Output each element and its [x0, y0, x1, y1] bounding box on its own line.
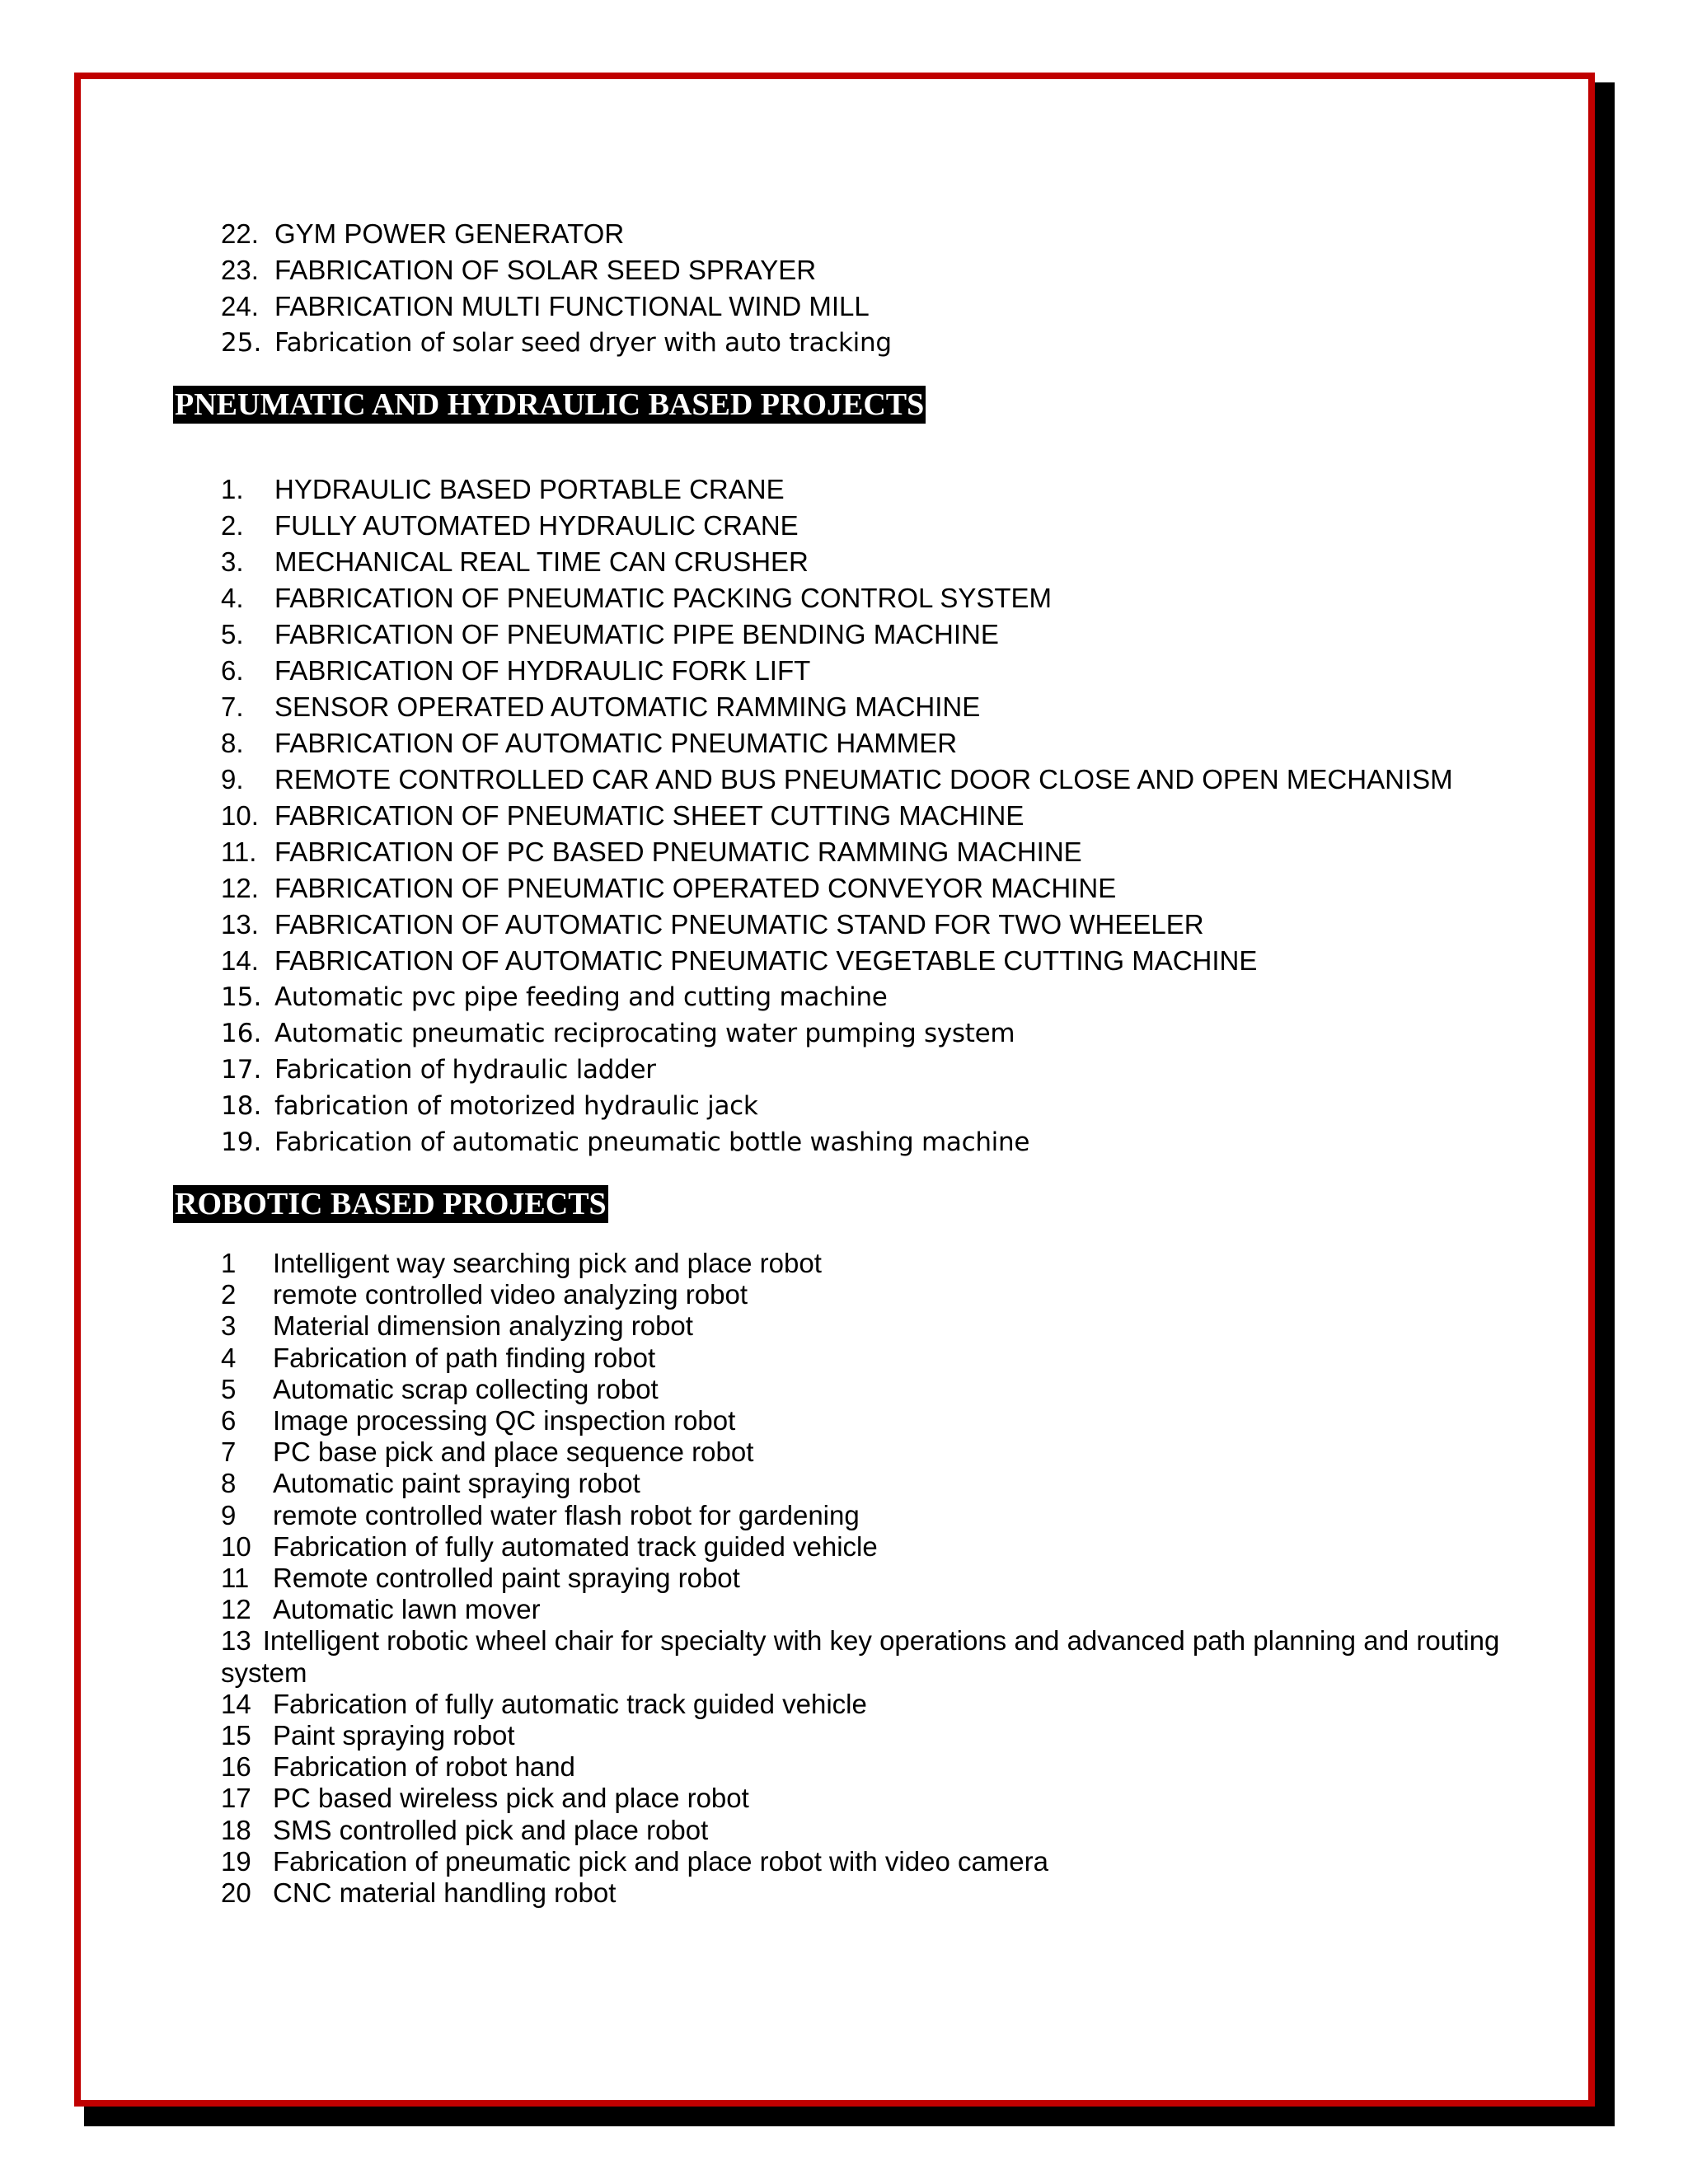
- item-text: FABRICATION OF HYDRAULIC FORK LIFT: [274, 655, 811, 686]
- item-number: 6: [221, 1405, 237, 1436]
- item-text: Intelligent way searching pick and place robot: [273, 1248, 822, 1278]
- item-text: MECHANICAL REAL TIME CAN CRUSHER: [274, 546, 809, 577]
- item-number: 4: [221, 1342, 237, 1373]
- item-number: 17.: [221, 1055, 262, 1085]
- item-text: Paint spraying robot: [273, 1720, 515, 1751]
- list-item: [173, 979, 1525, 1015]
- list-item: [173, 1563, 1525, 1594]
- item-text: remote controlled video analyzing robot: [273, 1279, 748, 1310]
- item-number: 3.: [221, 546, 244, 577]
- list-item: [173, 1594, 1525, 1625]
- list-item: [173, 216, 1525, 252]
- section-heading-robotic: ROBOTIC BASED PROJECTS: [175, 1187, 607, 1221]
- list-item: [173, 1468, 1525, 1499]
- item-text: SMS controlled pick and place robot: [273, 1814, 709, 1845]
- item-number: 24.: [221, 291, 259, 321]
- list-item: [173, 471, 1525, 508]
- item-number: 8: [221, 1468, 237, 1499]
- item-number: 9.: [221, 764, 244, 794]
- list-item: [173, 1124, 1525, 1160]
- list-item: [173, 1374, 1525, 1405]
- item-number: 6.: [221, 655, 244, 686]
- list-item: [173, 580, 1525, 616]
- item-number: 11.: [221, 837, 257, 867]
- item-text: FABRICATION OF PNEUMATIC PACKING CONTROL SYSTEM: [274, 583, 1053, 613]
- item-number: 2.: [221, 510, 244, 541]
- item-number: 19.: [221, 1127, 262, 1157]
- item-number: 25.: [221, 328, 262, 358]
- list-item: [173, 1783, 1525, 1814]
- item-number: 15: [221, 1720, 251, 1751]
- item-number: 12.: [221, 873, 259, 903]
- item-text: Image processing QC inspection robot: [273, 1405, 736, 1436]
- list-item: [173, 725, 1525, 762]
- list-item: [173, 1720, 1525, 1751]
- list-item: [173, 616, 1525, 653]
- list-item: [173, 1088, 1525, 1124]
- list-item: [173, 288, 1525, 325]
- item-number: 23.: [221, 255, 259, 285]
- item-text: SENSOR OPERATED AUTOMATIC RAMMING MACHINE: [274, 691, 981, 722]
- item-text: PC based wireless pick and place robot: [273, 1783, 749, 1814]
- item-number: 8.: [221, 728, 244, 758]
- item-number: 17: [221, 1783, 251, 1814]
- item-text: Automatic pvc pipe feeding and cutting machine: [274, 982, 888, 1012]
- item-number: 1: [221, 1248, 237, 1278]
- item-text: Fabrication of hydraulic ladder: [274, 1055, 656, 1085]
- item-text: HYDRAULIC BASED PORTABLE CRANE: [274, 474, 785, 504]
- item-number: 2: [221, 1279, 237, 1310]
- item-text: Fabrication of fully automated track guided vehicle: [273, 1530, 878, 1562]
- item-text: CNC material handling robot: [273, 1877, 617, 1909]
- item-number: 11: [221, 1563, 250, 1594]
- item-text: REMOTE CONTROLLED CAR AND BUS PNEUMATIC DOOR CLOSE AND OPEN MECHANISM: [274, 764, 1453, 794]
- item-text: Fabrication of solar seed dryer with auto tracking: [274, 328, 892, 358]
- item-text: FABRICATION OF SOLAR SEED SPRAYER: [274, 255, 817, 285]
- robotic-project-list: [173, 1248, 1525, 1909]
- item-number: 3: [221, 1310, 237, 1342]
- item-text: FABRICATION OF PC BASED PNEUMATIC RAMMING MACHINE: [274, 837, 1082, 867]
- list-item: [173, 834, 1525, 870]
- section-heading-pneumatic: PNEUMATIC AND HYDRAULIC BASED PROJECTS: [175, 387, 925, 422]
- list-item: [173, 689, 1525, 725]
- item-text: Fabrication of path finding robot: [273, 1342, 656, 1373]
- document-content: [173, 216, 1525, 1909]
- item-text: FABRICATION OF AUTOMATIC PNEUMATIC HAMMER: [274, 728, 958, 758]
- list-item: [173, 798, 1525, 834]
- item-text: Automatic lawn mover: [273, 1594, 541, 1625]
- item-number: 4.: [221, 583, 244, 613]
- list-item: [173, 544, 1525, 580]
- item-text: FULLY AUTOMATED HYDRAULIC CRANE: [274, 510, 799, 541]
- list-item: [173, 1279, 1525, 1310]
- item-text: Fabrication of automatic pneumatic bottle washing machine: [274, 1127, 1030, 1157]
- continued-project-list: [173, 216, 1525, 361]
- list-item: [173, 1343, 1525, 1374]
- item-number: 10: [221, 1530, 251, 1562]
- item-text: Automatic paint spraying robot: [273, 1468, 640, 1499]
- list-item: [173, 1052, 1525, 1088]
- pneumatic-project-list: [173, 471, 1525, 1160]
- item-number: 20: [221, 1877, 251, 1909]
- list-item: [173, 508, 1525, 544]
- item-number: 16.: [221, 1019, 262, 1048]
- item-text: GYM POWER GENERATOR: [274, 218, 625, 249]
- list-item: [173, 1015, 1525, 1052]
- list-item: [173, 1751, 1525, 1783]
- list-item: [173, 653, 1525, 689]
- item-number: 10.: [221, 800, 259, 831]
- list-item: [173, 1625, 1525, 1688]
- item-text: Automatic scrap collecting robot: [273, 1373, 659, 1404]
- list-item: [173, 1248, 1525, 1279]
- item-number: 7.: [221, 691, 244, 722]
- list-item: [173, 907, 1525, 943]
- item-text: PC base pick and place sequence robot: [273, 1436, 754, 1468]
- item-text: Automatic pneumatic reciprocating water pumping system: [274, 1019, 1015, 1048]
- item-number: 15.: [221, 982, 262, 1012]
- list-item: [173, 1846, 1525, 1877]
- item-text: Fabrication of pneumatic pick and place robot with video camera: [273, 1845, 1048, 1877]
- item-number: 14.: [221, 945, 259, 976]
- list-item: [173, 1877, 1525, 1909]
- item-number: 5.: [221, 619, 244, 649]
- list-item: [173, 762, 1525, 798]
- item-text: FABRICATION OF AUTOMATIC PNEUMATIC STAND FOR TWO WHEELER: [274, 909, 1204, 940]
- item-number: 18.: [221, 1091, 262, 1121]
- item-text: FABRICATION OF AUTOMATIC PNEUMATIC VEGETABLE CUTTING MACHINE: [274, 945, 1258, 976]
- list-item: [173, 325, 1525, 361]
- list-item: [173, 1310, 1525, 1342]
- item-text: Material dimension analyzing robot: [273, 1310, 693, 1342]
- item-number: 18: [221, 1814, 251, 1845]
- list-item: [173, 943, 1525, 979]
- list-item: [173, 1531, 1525, 1563]
- item-text: Intelligent robotic wheel chair for specialty with key operations and advanced path planning and routing system: [221, 1625, 1500, 1688]
- item-text: remote controlled water flash robot for gardening: [273, 1499, 860, 1530]
- item-number: 22.: [221, 218, 259, 249]
- item-number: 14: [221, 1688, 251, 1719]
- list-item: [173, 1500, 1525, 1531]
- item-number: 16: [221, 1751, 251, 1783]
- item-text: Fabrication of robot hand: [273, 1751, 575, 1783]
- item-number: 19: [221, 1845, 251, 1877]
- item-number: 5: [221, 1373, 237, 1404]
- item-text: FABRICATION OF PNEUMATIC OPERATED CONVEYOR MACHINE: [274, 873, 1117, 903]
- list-item: [173, 870, 1525, 907]
- list-item: [173, 1689, 1525, 1720]
- item-number: 1.: [221, 474, 244, 504]
- list-item: [173, 1405, 1525, 1436]
- item-number: 7: [221, 1436, 237, 1468]
- list-item: [173, 252, 1525, 288]
- item-number: 13.: [221, 909, 259, 940]
- item-text: fabrication of motorized hydraulic jack: [274, 1091, 758, 1121]
- item-text: Remote controlled paint spraying robot: [273, 1563, 740, 1594]
- item-text: Fabrication of fully automatic track guided vehicle: [273, 1688, 867, 1719]
- item-text: FABRICATION MULTI FUNCTIONAL WIND MILL: [274, 291, 870, 321]
- item-number: 12: [221, 1594, 251, 1625]
- item-number: 9: [221, 1499, 237, 1530]
- list-item: [173, 1436, 1525, 1468]
- item-text: FABRICATION OF PNEUMATIC PIPE BENDING MACHINE: [274, 619, 999, 649]
- list-item: [173, 1815, 1525, 1846]
- item-number: 13: [221, 1625, 251, 1657]
- item-text: FABRICATION OF PNEUMATIC SHEET CUTTING MACHINE: [274, 800, 1025, 831]
